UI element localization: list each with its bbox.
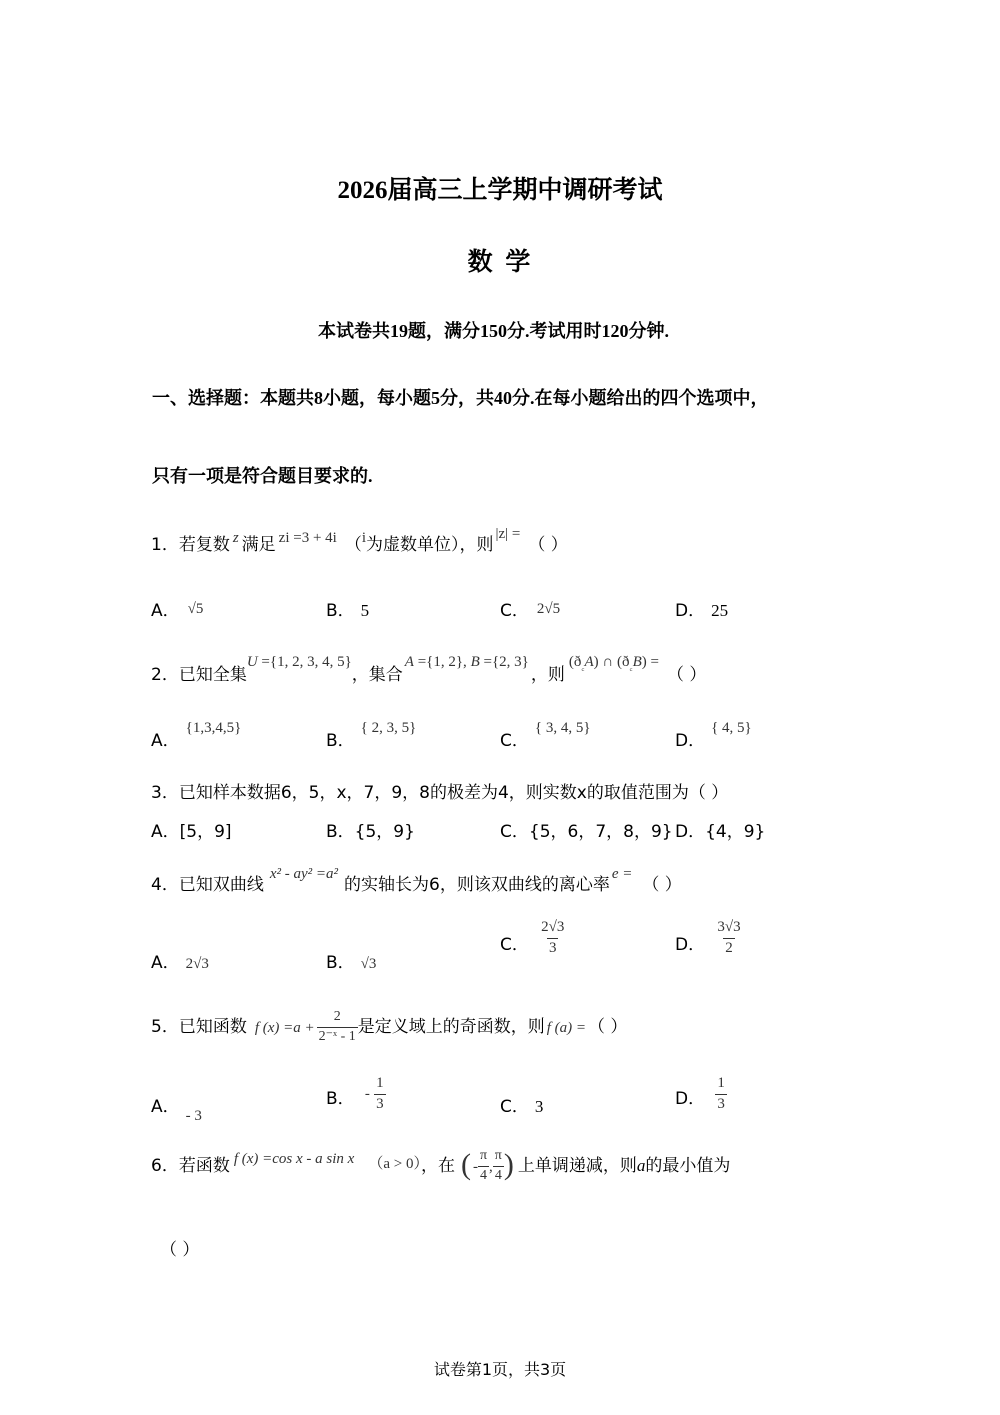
page-footer: 试卷第1页，共3页 (433, 1360, 567, 1379)
q1-option-a: A． √5 (151, 601, 204, 621)
q4-option-a: A． 2√3 (151, 953, 209, 973)
q1-option-d: D． 25 (675, 601, 729, 621)
question-2-stem: 2．已知全集U ={1, 2, 3, 4, 5}，集合A ={1, 2}, B ={2, 3}，则$(ð_꜀A)$ ∩ $(ð_꜀B)$ =（ ） (151, 654, 707, 685)
q5-option-b: B． - $\frac{1}{3}$ (326, 1075, 384, 1112)
q1-option-c: C． 2√5 (500, 601, 561, 621)
q4-option-d: D． $\frac{3√3}{2}$ (675, 919, 741, 956)
question-6-paren: （ ） (160, 1240, 200, 1260)
question-1-stem: 1．若复数 z 满足 zi =3 + 4i （i为虚数单位），则|z| =（ ） (151, 526, 568, 555)
question-4-stem: 4．已知双曲线x² - ay² =a²的实轴长为6，则该双曲线的离心率e =（ ） (151, 866, 682, 895)
question-5-stem: 5．已知函数 f (x) =a + $\frac{2}{\text{2⁻ˣ - 1}}$ 是定义域上的奇函数，则 f (a) = （ ） (151, 1009, 628, 1044)
q4-option-c: C． $\frac{2√3}{3}$ (500, 919, 565, 956)
section-heading-line2: 只有一项是符合题目要求的. (152, 466, 373, 486)
q5-option-d: D． $\frac{1}{3}$ (675, 1075, 725, 1112)
exam-title: 2026届高三上学期中调研考试 (337, 177, 663, 204)
section-heading-line1: 一、选择题：本题共8小题，每小题5分，共40分.在每小题给出的四个选项中， (152, 388, 769, 408)
q1-option-b: B． 5 (326, 601, 370, 621)
q2-option-a: A．{1,3,4,5} (151, 720, 242, 751)
q3-option-d: D．{4，9} (675, 822, 766, 842)
q3-option-a: A．[5，9] (151, 822, 232, 842)
q2-option-b: B．{ 2, 3, 5} (326, 720, 417, 751)
exam-instructions: 本试卷共19题，满分150分.考试用时120分钟. (318, 321, 669, 341)
subject-title: 数 学 (467, 247, 533, 276)
q2-option-d: D．{ 4, 5} (675, 720, 752, 751)
q5-option-a: A． - 3 (151, 1097, 202, 1124)
q2-option-c: C．{ 3, 4, 5} (500, 720, 591, 751)
q5-option-c: C． 3 (500, 1097, 544, 1117)
q4-option-b: B． √3 (326, 953, 377, 973)
q3-option-c: C．{5，6，7，8，9} (500, 822, 673, 842)
question-6-stem: 6．若函数 f (x) =cos x - a sin x （a > 0），在 ( - $\frac{\pi}{4}$ , $\frac{\pi}{4}$ ) 上单调递减，则a的最小值为 (151, 1147, 731, 1183)
question-3-stem: 3．已知样本数据6，5，x，7，9，8的极差为4，则实数x的取值范围为（ ） (151, 783, 729, 803)
q3-option-b: B．{5，9} (326, 822, 415, 842)
